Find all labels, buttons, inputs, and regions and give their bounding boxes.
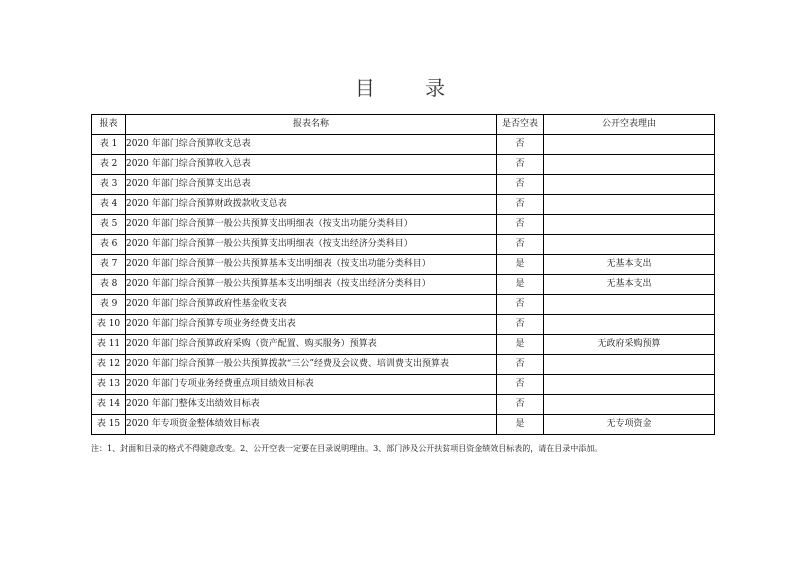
table-row	[92, 355, 715, 375]
row-reason	[544, 295, 715, 315]
row-no: 表 13	[92, 375, 126, 395]
row-no: 表 15	[92, 415, 126, 435]
row-reason: 无政府采购预算	[544, 335, 715, 355]
page-title: 目 录	[354, 76, 468, 100]
row-is-empty: 是	[497, 415, 544, 435]
header-no: 报表	[92, 115, 126, 135]
table-row	[92, 315, 715, 335]
row-reason	[544, 175, 715, 195]
row-is-empty: 否	[497, 315, 544, 335]
row-is-empty: 否	[497, 195, 544, 215]
row-name: 2020 年部门综合预算收入总表	[126, 155, 497, 175]
table-row	[92, 335, 715, 355]
row-reason	[544, 235, 715, 255]
row-name: 2020 年部门综合预算一般公共预算支出明细表（按支出功能分类科目）	[126, 215, 497, 235]
row-name: 2020 年部门综合预算政府采购（资产配置、购买服务）预算表	[126, 335, 497, 355]
row-no: 表 6	[92, 235, 126, 255]
row-reason	[544, 315, 715, 335]
row-reason	[544, 355, 715, 375]
row-no: 表 5	[92, 215, 126, 235]
table-row	[92, 215, 715, 235]
header-is-empty: 是否空表	[497, 115, 544, 135]
table-row	[92, 155, 715, 175]
row-is-empty: 否	[497, 175, 544, 195]
row-is-empty: 否	[497, 395, 544, 415]
row-name: 2020 年部门综合预算一般公共预算基本支出明细表（按支出经济分类科目）	[126, 275, 497, 295]
row-reason	[544, 215, 715, 235]
row-reason	[544, 155, 715, 175]
row-name: 2020 年部门综合预算专项业务经费支出表	[126, 315, 497, 335]
row-is-empty: 是	[497, 275, 544, 295]
table-row	[92, 415, 715, 435]
row-is-empty: 是	[497, 255, 544, 275]
row-name: 2020 年部门综合预算一般公共预算支出明细表（按支出经济分类科目）	[126, 235, 497, 255]
row-is-empty: 否	[497, 375, 544, 395]
row-is-empty: 否	[497, 215, 544, 235]
row-no: 表 1	[92, 135, 126, 155]
row-reason	[544, 195, 715, 215]
table-row	[92, 275, 715, 295]
row-reason: 无专项资金	[544, 415, 715, 435]
row-no: 表 11	[92, 335, 126, 355]
row-no: 表 8	[92, 275, 126, 295]
row-name: 2020 年部门综合预算收支总表	[126, 135, 497, 155]
table-row	[92, 375, 715, 395]
row-no: 表 2	[92, 155, 126, 175]
table-row	[92, 395, 715, 415]
row-no: 表 10	[92, 315, 126, 335]
row-name: 2020 年部门综合预算财政拨款收支总表	[126, 195, 497, 215]
header-reason: 公开空表理由	[544, 115, 715, 135]
row-name: 2020 年部门整体支出绩效目标表	[126, 395, 497, 415]
row-reason: 无基本支出	[544, 275, 715, 295]
table-row	[92, 235, 715, 255]
row-name: 2020 年专项资金整体绩效目标表	[126, 415, 497, 435]
row-is-empty: 否	[497, 295, 544, 315]
row-reason: 无基本支出	[544, 255, 715, 275]
row-no: 表 7	[92, 255, 126, 275]
table-row	[92, 135, 715, 155]
table-row	[92, 195, 715, 215]
table-row	[92, 295, 715, 315]
row-is-empty: 是	[497, 335, 544, 355]
row-is-empty: 否	[497, 235, 544, 255]
row-no: 表 9	[92, 295, 126, 315]
row-name: 2020 年部门综合预算支出总表	[126, 175, 497, 195]
row-name: 2020 年部门专项业务经费重点项目绩效目标表	[126, 375, 497, 395]
table-row	[92, 255, 715, 275]
footnote: 注：1、封面和目录的格式不得随意改变。2、公开空表一定要在目录说明理由。3、部门涉及公开扶贫项目资金绩效目标表的，请在目录中添加。	[91, 444, 603, 453]
row-reason	[544, 375, 715, 395]
table-header-row	[92, 115, 715, 135]
table-row	[92, 175, 715, 195]
row-name: 2020 年部门综合预算一般公共预算基本支出明细表（按支出功能分类科目）	[126, 255, 497, 275]
row-no: 表 3	[92, 175, 126, 195]
row-name: 2020 年部门综合预算政府性基金收支表	[126, 295, 497, 315]
row-no: 表 4	[92, 195, 126, 215]
catalog-table	[91, 114, 715, 435]
row-reason	[544, 395, 715, 415]
row-no: 表 12	[92, 355, 126, 375]
row-is-empty: 否	[497, 135, 544, 155]
row-name: 2020 年部门综合预算一般公共预算拨款“三公”经费及会议费、培训费支出预算表	[126, 355, 497, 375]
header-name: 报表名称	[126, 115, 497, 135]
row-is-empty: 否	[497, 355, 544, 375]
row-reason	[544, 135, 715, 155]
row-is-empty: 否	[497, 155, 544, 175]
row-no: 表 14	[92, 395, 126, 415]
